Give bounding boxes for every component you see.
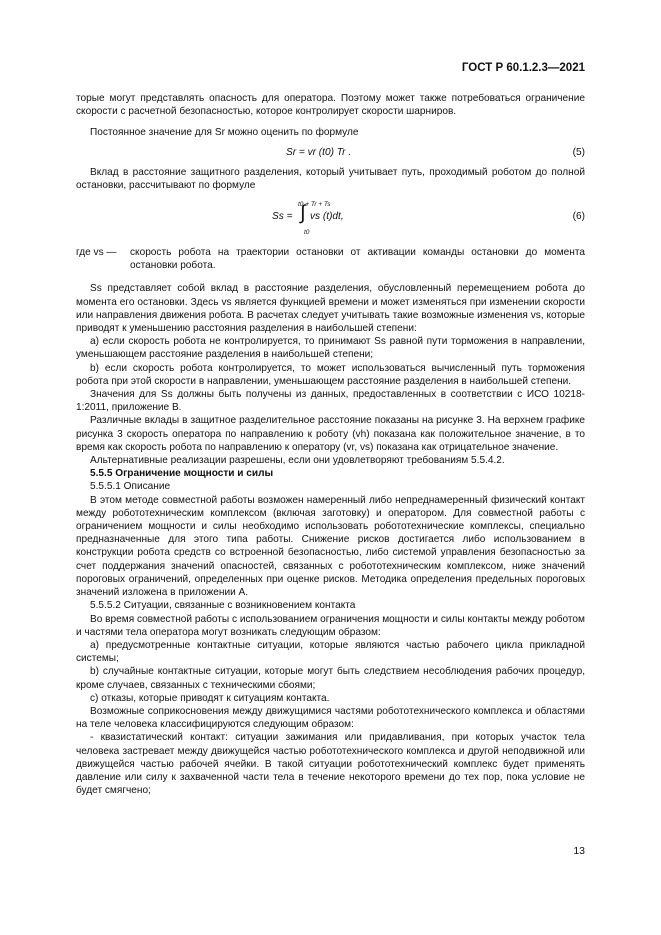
paragraph: Постоянное значение для Sr можно оценить по формуле (90, 127, 359, 139)
formula-6-number: (6) (572, 211, 585, 223)
paragraph: торые могут представлять опасность для оператора. Поэтому может также потребоваться ограничение скорости с расчетной безопасностью, которое контролирует скорости шарниров. (76, 93, 585, 118)
paragraph: Вклад в расстояние защитного разделения, который учитывает путь, проходимый роботом до полной остановки, рассчитывают по формуле (76, 166, 585, 191)
document-id: ГОСТ Р 60.1.2.3—2021 (461, 62, 585, 74)
list-item: b) случайные контактные ситуации, которые могут быть следствием несоблюдения рабочих процедур, кроме случаев, связанных с техническими сбоями; (76, 666, 585, 691)
paragraph: Различные вклады в защитное разделительное расстояние показаны на рисунке 3. На верхнем графике рисунка 3 скорость оператора по направлению к роботу (vh) показана как положительное значение, в то время как скорость робота по направлению к оператору (vr, vs) показана как отрицательное значение. (76, 415, 585, 453)
formula-6-lhs: Ss = (272, 211, 293, 223)
integral-sign-icon: ∫ (300, 202, 306, 225)
integral (298, 198, 418, 238)
where-definition (76, 246, 585, 272)
integral-body: vs (t)dt, (310, 211, 344, 223)
paragraph: Возможные соприкосновения между движущимися частями робототехнического комплекса и областями на теле человека классифицируются следующим образом: (76, 705, 585, 731)
page-number: 13 (573, 845, 585, 857)
paragraph: В этом методе совместной работы возможен намеренный либо непреднамеренный физический контакт между робототехническим комплексом (включая заготовку) и оператором. Для совместной работы с ограничением мощности и силы необходимо использовать робототехнические комплексы, специально предназначенные для этого типа работы. Снижение рисков достигается либо использованием в конструкции робота средств со встроенной безопасностью, либо системой управления безопасностью за счет поддержания значений опасностей, связанных с робототехническим комплексом, ниже значений пороговых ограничений, определенных при оценке рисков. Методика определения предельных пороговых значений изложена в приложении А. (76, 494, 585, 599)
subsection-heading: 5.5.5.1 Описание (90, 481, 171, 493)
list-item: а) предусмотренные контактные ситуации, которые являются частью рабочего цикла прикладной системы; (76, 639, 585, 665)
paragraph: Ss представляет собой вклад в расстояние разделения, обусловленный перемещением робота до момента его остановки. Здесь vs является функцией времени и может изменяться при изменении скорости или направления движения робота. В расчетах следует учитывать такие возможные изменения vs, которые приводят к уменьшению расстояния разделения в наибольшей степени: (76, 283, 585, 335)
paragraph: Значения для Ss должны быть получены из данных, предоставленных в соответствии с ИСО 10218-1:2011, приложение В. (76, 389, 585, 414)
where-text: скорость робота на траектории остановки от активации команды остановки до момента остановки робота. (130, 247, 585, 272)
integral-upper-limit: t0 + Tr + Ts (298, 201, 331, 209)
list-item: - квазистатический контакт: ситуации зажимания или придавливания, при которых участок тела человека застревает между движущейся частью робототехнического комплекса и другой неподвижной или движущейся частью рабочей ячейки. В такой ситуации робототехнический комплекс будет применять давление или силу к захваченной части тела в течение некоторого времени до тех пор, пока условие не будет смягчено; (76, 732, 585, 797)
subsection-heading: 5.5.5.2 Ситуации, связанные с возникновением контакта (90, 600, 356, 612)
body-text (76, 92, 585, 797)
formula-5-expression: Sr = vr (t0) Tr . (286, 146, 352, 158)
formula-5 (76, 142, 585, 164)
paragraph: Альтернативные реализации разрешены, если они удовлетворяют требованиям 5.5.4.2. (90, 455, 505, 467)
list-item: b) если скорость робота контролируется, то может использоваться вычисленный путь торможения робота при этой скорости в направлении, уменьшающем расстояние разделения в наибольшей степени. (76, 362, 585, 387)
integral-lower-limit: t0 (304, 229, 310, 237)
formula-6 (76, 198, 585, 238)
list-item: а) если скорость робота не контролируется, то принимают Ss равной пути торможения в направлении, уменьшающем расстояние разделения в наибольшей степени; (76, 336, 585, 361)
where-label: где vs — (76, 247, 117, 259)
formula-5-number: (5) (572, 146, 585, 158)
section-heading: 5.5.5 Ограничение мощности и силы (90, 468, 274, 480)
paragraph: Во время совместной работы с использованием ограничения мощности и силы контакты между роботом и частями тела оператора могут возникать следующим образом: (76, 613, 585, 638)
list-item: с) отказы, которые приводят к ситуациям контакта. (90, 692, 330, 704)
